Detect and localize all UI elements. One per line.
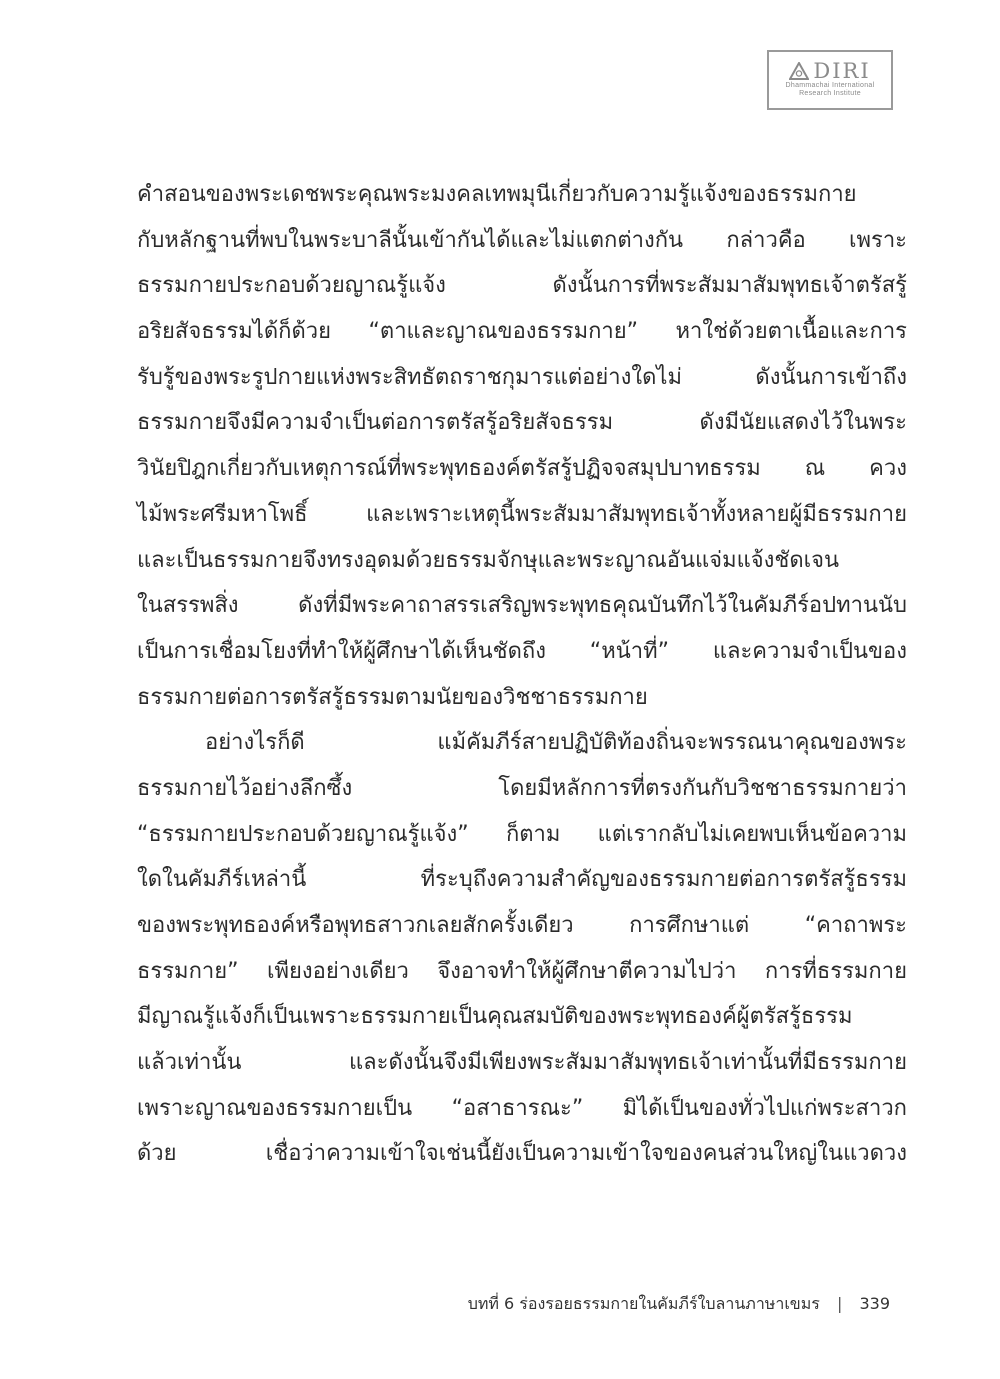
text-line: ของพระพุทธองค์หรือพุทธสาวกเลยสักครั้งเดียว การศึกษาแต่ “คาถาพระ — [137, 913, 907, 938]
text-line: มีญาณรู้แจ้งก็เป็นเพราะธรรมกายเป็นคุณสมบัติของพระพุทธองค์ผู้ตรัสรู้ธรรม — [137, 1004, 853, 1030]
body-text — [137, 172, 907, 1177]
text-line: รับรู้ของพระรูปกายแห่งพระสิทธัตถราชกุมารแต่อย่างใดไม่ ดังนั้นการเข้าถึง — [137, 364, 907, 390]
logo-subtitle-line2: Research Institute — [799, 90, 861, 97]
footer-separator: | — [836, 1294, 843, 1313]
text-line: อริยสัจธรรมได้ก็ด้วย “ตาและญาณของธรรมกาย” หาใช่ด้วยตาเนื้อและการ — [137, 319, 907, 345]
text-line: คำสอนของพระเดชพระคุณพระมงคลเทพมุนีเกี่ยวกับความรู้แจ้งของธรรมกาย — [137, 182, 857, 207]
diri-logo — [767, 50, 893, 110]
text-line: ใดในคัมภีร์เหล่านี้ ที่ระบุถึงความสำคัญของธรรมกายต่อการตรัสรู้ธรรม — [137, 867, 907, 893]
logo-subtitle-line1: Dhammachai International — [785, 82, 875, 89]
text-line: ธรรมกายจึงมีความจำเป็นต่อการตรัสรู้อริยสัจธรรม ดังมีนัยแสดงไว้ในพระ — [137, 410, 907, 436]
text-line: “ธรรมกายประกอบด้วยญาณรู้แจ้ง” ก็ตาม แต่เรากลับไม่เคยพบเห็นข้อความ — [137, 821, 907, 847]
chapter-title: บทที่ 6 ร่องรอยธรรมกายในคัมภีร์ใบลานภาษาเขมร — [467, 1294, 820, 1313]
logo-header — [789, 60, 870, 82]
text-line: ธรรมกายต่อการตรัสรู้ธรรมตามนัยของวิชชาธรรมกาย — [137, 684, 648, 710]
text-line: ในสรรพสิ่ง ดังที่มีพระคาถาสรรเสริญพระพุทธคุณบันทึกไว้ในคัมภีร์อปทานนับ — [137, 593, 907, 619]
text-line: อย่างไรก็ดี แม้คัมภีร์สายปฏิบัติท้องถิ่นจะพรรณนาคุณของพระ — [205, 730, 907, 756]
text-line: ธรรมกายไว้อย่างลึกซึ้ง โดยมีหลักการที่ตรงกันกับวิชชาธรรมกายว่า — [137, 775, 907, 801]
triangle-logo-icon — [789, 62, 809, 80]
text-line: เป็นการเชื่อมโยงที่ทำให้ผู้ศึกษาได้เห็นชัดถึง “หน้าที่” และความจำเป็นของ — [137, 638, 907, 664]
paragraph-2 — [137, 720, 907, 1177]
text-line: และเป็นธรรมกายจึงทรงอุดมด้วยธรรมจักษุและพระญาณอันแจ่มแจ้งชัดเจน — [137, 547, 840, 573]
text-line: ด้วย เชื่อว่าความเข้าใจเช่นนี้ยังเป็นความเข้าใจของคนส่วนใหญ่ในแวดวง — [137, 1141, 907, 1167]
text-line: ธรรมกายประกอบด้วยญาณรู้แจ้ง ดังนั้นการที่พระสัมมาสัมพุทธเจ้าตรัสรู้ — [137, 273, 907, 299]
logo-name: DIRI — [813, 59, 871, 83]
text-line: แล้วเท่านั้น และดังนั้นจึงมีเพียงพระสัมมาสัมพุทธเจ้าเท่านั้นที่มีธรรมกาย — [137, 1050, 907, 1076]
paragraph-1 — [137, 172, 907, 720]
text-line: กับหลักฐานที่พบในพระบาลีนั้นเข้ากันได้และไม่แตกต่างกัน กล่าวคือ เพราะ — [137, 227, 907, 253]
text-line: วินัยปิฎกเกี่ยวกับเหตุการณ์ที่พระพุทธองค์ตรัสรู้ปฏิจจสมุปบาทธรรม ณ ควง — [137, 456, 907, 482]
page-number: 339 — [859, 1294, 890, 1313]
text-line: ธรรมกาย” เพียงอย่างเดียว จึงอาจทำให้ผู้ศึกษาตีความไปว่า การที่ธรรมกาย — [137, 958, 907, 984]
page-footer — [468, 1292, 890, 1317]
text-line: ไม้พระศรีมหาโพธิ์ และเพราะเหตุนี้พระสัมมาสัมพุทธเจ้าทั้งหลายผู้มีธรรมกาย — [137, 501, 907, 527]
text-line: เพราะญาณของธรรมกายเป็น “อสาธารณะ” มิได้เป็นของทั่วไปแก่พระสาวก — [137, 1095, 907, 1121]
